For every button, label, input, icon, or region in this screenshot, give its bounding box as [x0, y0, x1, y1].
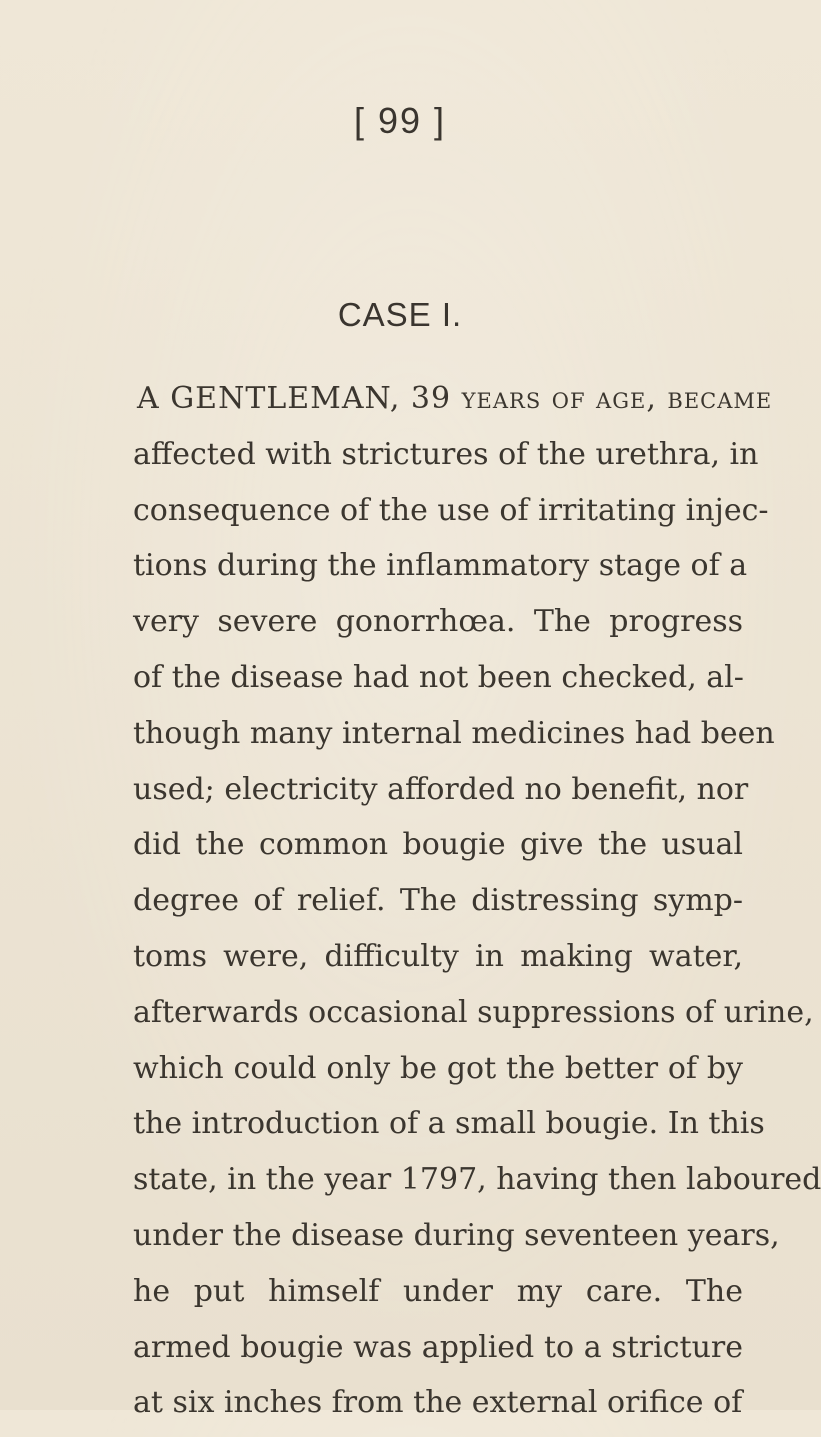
text-line: used; electricity afforded no benefit, nor: [133, 771, 749, 807]
text-line: the introduction of a small bougie. In this: [133, 1106, 765, 1142]
text-line: degree of relief. The distressing symp-: [133, 883, 743, 919]
page-number: [ 99 ]: [353, 100, 447, 141]
text-line: affected with strictures of the urethra, in: [133, 436, 759, 472]
text-line: A GENTLEMAN, 39 years of age, became: [137, 381, 773, 416]
text-line: tions during the inflammatory stage of a: [133, 548, 748, 584]
text-line: state, in the year 1797, having then laboured: [133, 1162, 821, 1198]
body-paragraph: [133, 377, 821, 1437]
text-line: he put himself under my care. The: [133, 1273, 743, 1309]
text-line: though many internal medicines had been: [133, 715, 775, 751]
text-line: which could only be got the better of by: [133, 1050, 743, 1086]
text-line: under the disease during seventeen years,: [133, 1217, 780, 1253]
text-line: armed bougie was applied to a stricture: [133, 1329, 743, 1365]
text-line: consequence of the use of irritating injec-: [133, 492, 769, 528]
text-line: toms were, difficulty in making water,: [133, 938, 743, 974]
text-line: afterwards occasional suppressions of urine,: [133, 994, 814, 1030]
case-heading: CASE I.: [337, 296, 463, 333]
text-line: of the disease had not been checked, al-: [133, 659, 744, 695]
text-line: did the common bougie give the usual: [133, 827, 743, 863]
text-line: at six inches from the external orifice of: [133, 1385, 743, 1421]
text-line: very severe gonorrhœa. The progress: [133, 604, 743, 640]
